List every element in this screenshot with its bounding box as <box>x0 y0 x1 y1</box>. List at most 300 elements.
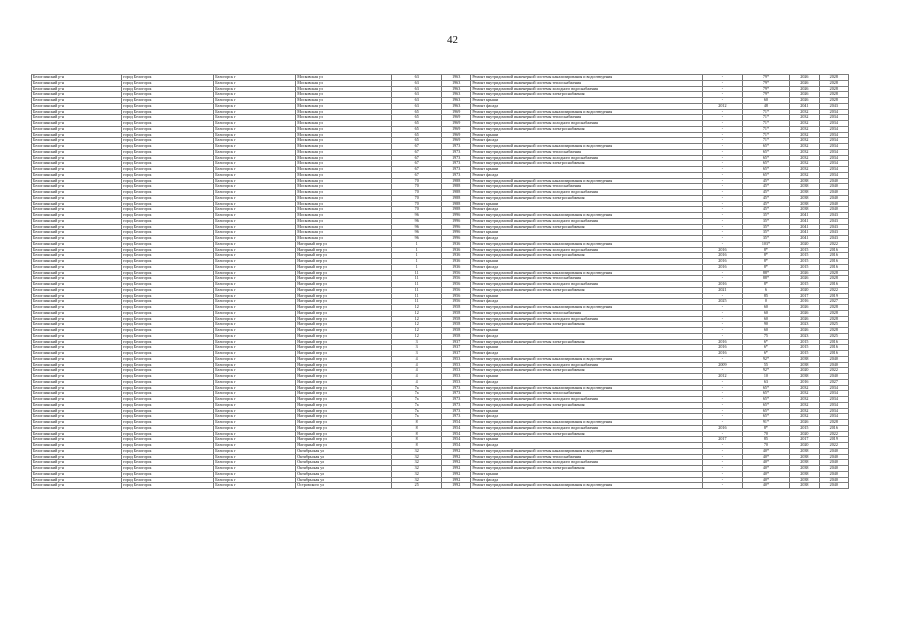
last-repair-cell: - <box>703 230 742 236</box>
start-year-cell: 2038 <box>790 362 819 368</box>
year-built-cell: 1988 <box>441 207 470 213</box>
settlement-cell: город Белогорск <box>122 391 214 397</box>
last-repair-cell: - <box>703 178 742 184</box>
region-cell: Белоглинский р-н <box>32 224 122 230</box>
start-year-cell: 2032 <box>790 391 819 397</box>
year-built-cell: 1956 <box>441 282 470 288</box>
region-cell: Белоглинский р-н <box>32 477 122 483</box>
wear-cell: 92* <box>742 356 790 362</box>
work-type-cell: Ремонт крыши <box>471 132 703 138</box>
work-type-cell: Ремонт внутридомовой инженерной системы теплоснабжения <box>471 184 703 190</box>
year-built-cell: 1973 <box>441 402 470 408</box>
last-repair-cell: - <box>703 75 742 81</box>
wear-cell: 65* <box>742 391 790 397</box>
work-type-cell: Ремонт фасада <box>471 351 703 357</box>
locality-cell: Белогорск г <box>214 299 296 305</box>
year-built-cell: 1953 <box>441 356 470 362</box>
last-repair-cell: - <box>703 172 742 178</box>
work-type-cell: Ремонт внутридомовой инженерной системы холодного водоснабжения <box>471 155 703 161</box>
work-type-cell: Ремонт внутридомовой инженерной системы теплоснабжения <box>471 80 703 86</box>
table-row <box>32 483 849 489</box>
house-cell: 65 <box>392 132 442 138</box>
start-year-cell: 2016 <box>790 379 819 385</box>
work-type-cell: Ремонт фасада <box>471 443 703 449</box>
region-cell: Белоглинский р-н <box>32 138 122 144</box>
end-year-cell: 2034 <box>819 167 848 173</box>
last-repair-cell: - <box>703 397 742 403</box>
end-year-cell: 2016 <box>819 345 848 351</box>
house-cell: 11 <box>392 276 442 282</box>
work-type-cell: Ремонт крыши <box>471 98 703 104</box>
year-built-cell: 1996 <box>441 230 470 236</box>
work-type-cell: Ремонт внутридомовой инженерной системы холодного водоснабжения <box>471 247 703 253</box>
street-cell: Нагорный пер ул <box>296 259 392 265</box>
settlement-cell: город Белогорск <box>122 454 214 460</box>
region-cell: Белоглинский р-н <box>32 253 122 259</box>
work-type-cell: Ремонт крыши <box>471 293 703 299</box>
end-year-cell: 2016 <box>819 247 848 253</box>
end-year-cell: 2040 <box>819 483 848 489</box>
work-type-cell: Ремонт внутридомовой инженерной системы канализирования и водоотведения <box>471 178 703 184</box>
wear-cell: 71* <box>742 126 790 132</box>
end-year-cell: 2043 <box>819 213 848 219</box>
year-built-cell: 1937 <box>441 339 470 345</box>
house-cell: 4 <box>392 356 442 362</box>
house-cell: 1 <box>392 247 442 253</box>
year-built-cell: 1958 <box>441 328 470 334</box>
end-year-cell: 2034 <box>819 385 848 391</box>
work-type-cell: Ремонт внутридомовой инженерной системы электроснабжения <box>471 126 703 132</box>
wear-cell: 65* <box>742 385 790 391</box>
start-year-cell: 2032 <box>790 414 819 420</box>
wear-cell: 35* <box>742 224 790 230</box>
end-year-cell: 2016 <box>819 425 848 431</box>
year-built-cell: 1936 <box>441 264 470 270</box>
wear-cell: 8* <box>742 282 790 288</box>
last-repair-cell: - <box>703 414 742 420</box>
work-type-cell: Ремонт внутридомовой инженерной системы холодного водоснабжения <box>471 316 703 322</box>
settlement-cell: город Белогорск <box>122 144 214 150</box>
locality-cell: Белогорск г <box>214 385 296 391</box>
settlement-cell: город Белогорск <box>122 190 214 196</box>
street-cell: Нагорный пер ул <box>296 351 392 357</box>
house-cell: 32 <box>392 448 442 454</box>
settlement-cell: город Белогорск <box>122 264 214 270</box>
wear-cell: 65* <box>742 167 790 173</box>
last-repair-cell: - <box>703 195 742 201</box>
region-cell: Белоглинский р-н <box>32 80 122 86</box>
region-cell: Белоглинский р-н <box>32 241 122 247</box>
wear-cell: 35* <box>742 236 790 242</box>
settlement-cell: город Белогорск <box>122 103 214 109</box>
settlement-cell: город Белогорск <box>122 201 214 207</box>
locality-cell: Белогорск г <box>214 471 296 477</box>
work-type-cell: Ремонт крыши <box>471 201 703 207</box>
settlement-cell: город Белогорск <box>122 207 214 213</box>
street-cell: Нагорный пер ул <box>296 385 392 391</box>
street-cell: Нагорный пер ул <box>296 247 392 253</box>
house-cell: 3 <box>392 351 442 357</box>
house-cell: 3 <box>392 339 442 345</box>
year-built-cell: 1973 <box>441 408 470 414</box>
street-cell: Московская ул <box>296 132 392 138</box>
year-built-cell: 1963 <box>441 98 470 104</box>
start-year-cell: 2023 <box>790 333 819 339</box>
wear-cell: 40* <box>742 460 790 466</box>
year-built-cell: 1954 <box>441 437 470 443</box>
start-year-cell: 2038 <box>790 471 819 477</box>
year-built-cell: 1956 <box>441 276 470 282</box>
wear-cell: 40* <box>742 483 790 489</box>
street-cell: Московская ул <box>296 195 392 201</box>
end-year-cell: 2028 <box>819 305 848 311</box>
work-type-cell: Ремонт внутридомовой инженерной системы канализирования и водоотведения <box>471 420 703 426</box>
last-repair-cell: 2021 <box>703 287 742 293</box>
wear-cell: 8* <box>742 425 790 431</box>
locality-cell: Белогорск г <box>214 351 296 357</box>
house-cell: 7а <box>392 414 442 420</box>
street-cell: Московская ул <box>296 103 392 109</box>
start-year-cell: 2038 <box>790 190 819 196</box>
house-cell: 70 <box>392 178 442 184</box>
end-year-cell: 2027 <box>819 299 848 305</box>
region-cell: Белоглинский р-н <box>32 247 122 253</box>
street-cell: Нагорный пер ул <box>296 420 392 426</box>
end-year-cell: 2034 <box>819 402 848 408</box>
start-year-cell: 2032 <box>790 132 819 138</box>
street-cell: Нагорный пер ул <box>296 287 392 293</box>
locality-cell: Белогорск г <box>214 230 296 236</box>
end-year-cell: 2019 <box>819 437 848 443</box>
street-cell: Московская ул <box>296 121 392 127</box>
street-cell: Московская ул <box>296 75 392 81</box>
end-year-cell: 2040 <box>819 454 848 460</box>
last-repair-cell: 2017 <box>703 437 742 443</box>
region-cell: Белоглинский р-н <box>32 299 122 305</box>
work-type-cell: Ремонт внутридомовой инженерной системы электроснабжения <box>471 161 703 167</box>
wear-cell: 45* <box>742 195 790 201</box>
locality-cell: Белогорск г <box>214 276 296 282</box>
street-cell: Нагорный пер ул <box>296 408 392 414</box>
year-built-cell: 1988 <box>441 178 470 184</box>
start-year-cell: 2032 <box>790 144 819 150</box>
start-year-cell: 2038 <box>790 184 819 190</box>
house-cell: 4 <box>392 379 442 385</box>
wear-cell: 79* <box>742 86 790 92</box>
locality-cell: Белогорск г <box>214 414 296 420</box>
wear-cell: 65* <box>742 414 790 420</box>
start-year-cell: 2026 <box>790 310 819 316</box>
year-built-cell: 1953 <box>441 379 470 385</box>
year-built-cell: 1969 <box>441 109 470 115</box>
locality-cell: Белогорск г <box>214 443 296 449</box>
work-type-cell: Ремонт внутридомовой инженерной системы электроснабжения <box>471 339 703 345</box>
settlement-cell: город Белогорск <box>122 75 214 81</box>
locality-cell: Белогорск г <box>214 241 296 247</box>
start-year-cell: 2032 <box>790 385 819 391</box>
year-built-cell: 1973 <box>441 385 470 391</box>
start-year-cell: 2038 <box>790 483 819 489</box>
wear-cell: 8* <box>742 253 790 259</box>
house-cell: 63 <box>392 75 442 81</box>
wear-cell: 60 <box>742 305 790 311</box>
wear-cell: 6 <box>742 287 790 293</box>
wear-cell: 71* <box>742 109 790 115</box>
locality-cell: Белогорск г <box>214 132 296 138</box>
house-cell: 32 <box>392 477 442 483</box>
start-year-cell: 2038 <box>790 207 819 213</box>
wear-cell: 85 <box>742 293 790 299</box>
year-built-cell: 1958 <box>441 322 470 328</box>
region-cell: Белоглинский р-н <box>32 264 122 270</box>
locality-cell: Белогорск г <box>214 149 296 155</box>
end-year-cell: 2028 <box>819 75 848 81</box>
street-cell: Нагорный пер ул <box>296 305 392 311</box>
wear-cell: 40* <box>742 477 790 483</box>
end-year-cell: 2034 <box>819 138 848 144</box>
last-repair-cell: - <box>703 276 742 282</box>
wear-cell: 71* <box>742 138 790 144</box>
street-cell: Нагорный пер ул <box>296 264 392 270</box>
wear-cell: 70 <box>742 431 790 437</box>
last-repair-cell: - <box>703 86 742 92</box>
start-year-cell: 2026 <box>790 98 819 104</box>
house-cell: 25 <box>392 483 442 489</box>
wear-cell: 103* <box>742 241 790 247</box>
wear-cell: 65* <box>742 149 790 155</box>
house-cell: 67 <box>392 167 442 173</box>
street-cell: Московская ул <box>296 167 392 173</box>
start-year-cell: 2038 <box>790 477 819 483</box>
start-year-cell: 2038 <box>790 356 819 362</box>
house-cell: 8 <box>392 431 442 437</box>
house-cell: 8 <box>392 420 442 426</box>
end-year-cell: 2034 <box>819 115 848 121</box>
settlement-cell: город Белогорск <box>122 155 214 161</box>
last-repair-cell: - <box>703 144 742 150</box>
region-cell: Белоглинский р-н <box>32 287 122 293</box>
last-repair-cell: - <box>703 138 742 144</box>
house-cell: 3 <box>392 345 442 351</box>
settlement-cell: город Белогорск <box>122 172 214 178</box>
year-built-cell: 1956 <box>441 287 470 293</box>
locality-cell: Белогорск г <box>214 391 296 397</box>
house-cell: 65 <box>392 126 442 132</box>
last-repair-cell: 2016 <box>703 351 742 357</box>
year-built-cell: 1954 <box>441 431 470 437</box>
wear-cell: 63 <box>742 379 790 385</box>
house-cell: 7а <box>392 391 442 397</box>
work-type-cell: Ремонт внутридомовой инженерной системы электроснабжения <box>471 402 703 408</box>
house-cell: 1 <box>392 241 442 247</box>
work-type-cell: Ремонт внутридомовой инженерной системы электроснабжения <box>471 322 703 328</box>
street-cell: Нагорный пер ул <box>296 437 392 443</box>
last-repair-cell: - <box>703 270 742 276</box>
end-year-cell: 2043 <box>819 230 848 236</box>
house-cell: 67 <box>392 155 442 161</box>
settlement-cell: город Белогорск <box>122 282 214 288</box>
year-built-cell: 1969 <box>441 115 470 121</box>
street-cell: Московская ул <box>296 230 392 236</box>
year-built-cell: 1936 <box>441 259 470 265</box>
locality-cell: Белогорск г <box>214 264 296 270</box>
settlement-cell: город Белогорск <box>122 333 214 339</box>
wear-cell: 79* <box>742 92 790 98</box>
last-repair-cell: 2009 <box>703 362 742 368</box>
start-year-cell: 2026 <box>790 276 819 282</box>
region-cell: Белоглинский р-н <box>32 374 122 380</box>
house-cell: 7а <box>392 385 442 391</box>
year-built-cell: 1963 <box>441 80 470 86</box>
wear-cell: 35* <box>742 230 790 236</box>
end-year-cell: 2043 <box>819 236 848 242</box>
region-cell: Белоглинский р-н <box>32 126 122 132</box>
locality-cell: Белогорск г <box>214 98 296 104</box>
settlement-cell: город Белогорск <box>122 218 214 224</box>
wear-cell: 40* <box>742 471 790 477</box>
locality-cell: Белогорск г <box>214 80 296 86</box>
last-repair-cell: - <box>703 201 742 207</box>
settlement-cell: город Белогорск <box>122 483 214 489</box>
locality-cell: Белогорск г <box>214 374 296 380</box>
start-year-cell: 2041 <box>790 103 819 109</box>
street-cell: Октябрьская ул <box>296 477 392 483</box>
street-cell: Нагорный пер ул <box>296 402 392 408</box>
house-cell: 12 <box>392 328 442 334</box>
region-cell: Белоглинский р-н <box>32 483 122 489</box>
settlement-cell: город Белогорск <box>122 460 214 466</box>
end-year-cell: 2034 <box>819 408 848 414</box>
last-repair-cell: 2012 <box>703 374 742 380</box>
settlement-cell: город Белогорск <box>122 115 214 121</box>
house-cell: 65 <box>392 121 442 127</box>
start-year-cell: 2038 <box>790 195 819 201</box>
house-cell: 67 <box>392 144 442 150</box>
wear-cell: 40* <box>742 466 790 472</box>
settlement-cell: город Белогорск <box>122 362 214 368</box>
end-year-cell: 2043 <box>819 224 848 230</box>
street-cell: Московская ул <box>296 86 392 92</box>
work-type-cell: Ремонт внутридомовой инженерной системы канализирования и водоотведения <box>471 385 703 391</box>
settlement-cell: город Белогорск <box>122 425 214 431</box>
region-cell: Белоглинский р-н <box>32 356 122 362</box>
house-cell: 11 <box>392 270 442 276</box>
region-cell: Белоглинский р-н <box>32 402 122 408</box>
region-cell: Белоглинский р-н <box>32 132 122 138</box>
house-cell: 70 <box>392 201 442 207</box>
house-cell: 65 <box>392 138 442 144</box>
start-year-cell: 2038 <box>790 374 819 380</box>
work-type-cell: Ремонт внутридомовой инженерной системы канализирования и водоотведения <box>471 356 703 362</box>
house-cell: 12 <box>392 305 442 311</box>
street-cell: Московская ул <box>296 213 392 219</box>
last-repair-cell: 2025 <box>703 299 742 305</box>
region-cell: Белоглинский р-н <box>32 316 122 322</box>
street-cell: Нагорный пер ул <box>296 425 392 431</box>
end-year-cell: 2034 <box>819 144 848 150</box>
last-repair-cell: - <box>703 316 742 322</box>
start-year-cell: 2015 <box>790 247 819 253</box>
locality-cell: Белогорск г <box>214 477 296 483</box>
region-cell: Белоглинский р-н <box>32 293 122 299</box>
wear-cell: 88* <box>742 276 790 282</box>
locality-cell: Белогорск г <box>214 103 296 109</box>
last-repair-cell: - <box>703 121 742 127</box>
last-repair-cell: - <box>703 328 742 334</box>
street-cell: Московская ул <box>296 155 392 161</box>
region-cell: Белоглинский р-н <box>32 207 122 213</box>
locality-cell: Белогорск г <box>214 224 296 230</box>
locality-cell: Белогорск г <box>214 466 296 472</box>
work-type-cell: Ремонт крыши <box>471 345 703 351</box>
last-repair-cell: - <box>703 408 742 414</box>
work-type-cell: Ремонт фасада <box>471 207 703 213</box>
locality-cell: Белогорск г <box>214 333 296 339</box>
wear-cell: 6* <box>742 351 790 357</box>
settlement-cell: город Белогорск <box>122 351 214 357</box>
work-type-cell: Ремонт внутридомовой инженерной системы теплоснабжения <box>471 276 703 282</box>
settlement-cell: город Белогорск <box>122 402 214 408</box>
end-year-cell: 2028 <box>819 316 848 322</box>
work-type-cell: Ремонт внутридомовой инженерной системы холодного водоснабжения <box>471 218 703 224</box>
last-repair-cell: 2016 <box>703 247 742 253</box>
wear-cell: 8* <box>742 259 790 265</box>
last-repair-cell: 2016 <box>703 253 742 259</box>
settlement-cell: город Белогорск <box>122 195 214 201</box>
settlement-cell: город Белогорск <box>122 149 214 155</box>
settlement-cell: город Белогорск <box>122 379 214 385</box>
wear-cell: 60 <box>742 98 790 104</box>
work-type-cell: Ремонт внутридомовой инженерной системы электроснабжения <box>471 368 703 374</box>
last-repair-cell: - <box>703 460 742 466</box>
last-repair-cell: 2016 <box>703 425 742 431</box>
settlement-cell: город Белогорск <box>122 471 214 477</box>
settlement-cell: город Белогорск <box>122 80 214 86</box>
year-built-cell: 1996 <box>441 224 470 230</box>
settlement-cell: город Белогорск <box>122 316 214 322</box>
last-repair-cell: - <box>703 218 742 224</box>
start-year-cell: 2032 <box>790 161 819 167</box>
house-cell: 8 <box>392 425 442 431</box>
region-cell: Белоглинский р-н <box>32 379 122 385</box>
street-cell: Октябрьская ул <box>296 448 392 454</box>
end-year-cell: 2040 <box>819 448 848 454</box>
last-repair-cell: - <box>703 454 742 460</box>
start-year-cell: 2032 <box>790 138 819 144</box>
start-year-cell: 2015 <box>790 339 819 345</box>
region-cell: Белоглинский р-н <box>32 471 122 477</box>
street-cell: Нагорный пер ул <box>296 276 392 282</box>
wear-cell: 75 <box>742 333 790 339</box>
end-year-cell: 2028 <box>819 92 848 98</box>
region-cell: Белоглинский р-н <box>32 155 122 161</box>
house-cell: 7а <box>392 408 442 414</box>
locality-cell: Белогорск г <box>214 425 296 431</box>
end-year-cell: 2028 <box>819 276 848 282</box>
year-built-cell: 1958 <box>441 316 470 322</box>
locality-cell: Белогорск г <box>214 345 296 351</box>
last-repair-cell: 2016 <box>703 264 742 270</box>
year-built-cell: 1992 <box>441 466 470 472</box>
settlement-cell: город Белогорск <box>122 420 214 426</box>
year-built-cell: 1992 <box>441 460 470 466</box>
region-cell: Белоглинский р-н <box>32 305 122 311</box>
house-cell: 63 <box>392 92 442 98</box>
settlement-cell: город Белогорск <box>122 322 214 328</box>
end-year-cell: 2040 <box>819 460 848 466</box>
wear-cell: 71* <box>742 132 790 138</box>
wear-cell: 6* <box>742 345 790 351</box>
